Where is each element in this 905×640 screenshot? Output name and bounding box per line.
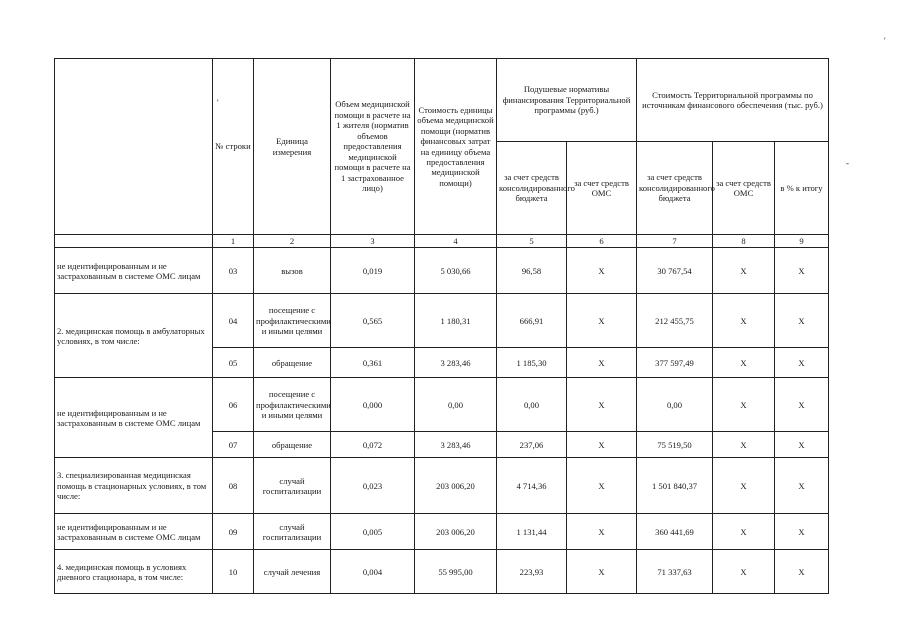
row-tp-budget: 30 767,54 <box>637 248 713 294</box>
row-unit: случай госпитализации <box>254 458 331 514</box>
column-number-blank <box>55 235 213 248</box>
header-row-number: № строки <box>213 59 254 235</box>
row-pc-budget: 1 185,30 <box>497 348 567 378</box>
row-pc-budget: 0,00 <box>497 378 567 432</box>
row-label: 4. медицинская помощь в условиях дневного стационара, в том числе: <box>55 550 213 594</box>
header-row-1 <box>55 59 829 142</box>
row-volume: 0,361 <box>331 348 415 378</box>
row-tp-pct: X <box>775 550 829 594</box>
row-tp-oms: X <box>713 514 775 550</box>
row-unit: посещение с профилактическими и иными целями <box>254 294 331 348</box>
row-pc-oms: X <box>567 550 637 594</box>
header-pc-oms: за счет средств ОМС <box>567 142 637 235</box>
scan-mark: - <box>846 158 849 168</box>
row-code: 06 <box>213 378 254 432</box>
column-number: 3 <box>331 235 415 248</box>
row-label: не идентифицированным и не застрахованным в системе ОМС лицам <box>55 248 213 294</box>
row-volume: 0,019 <box>331 248 415 294</box>
column-number: 9 <box>775 235 829 248</box>
row-code: 03 <box>213 248 254 294</box>
row-pc-oms: X <box>567 248 637 294</box>
row-pc-budget: 1 131,44 <box>497 514 567 550</box>
row-code: 08 <box>213 458 254 514</box>
row-cost: 203 006,20 <box>415 458 497 514</box>
row-tp-oms: X <box>713 248 775 294</box>
column-number: 8 <box>713 235 775 248</box>
row-cost: 203 006,20 <box>415 514 497 550</box>
row-tp-pct: X <box>775 432 829 458</box>
row-label: не идентифицированным и не застрахованным в системе ОМС лицам <box>55 514 213 550</box>
column-number-row <box>55 235 829 248</box>
financing-table <box>54 58 829 594</box>
row-code: 10 <box>213 550 254 594</box>
row-pc-oms: X <box>567 378 637 432</box>
table-row <box>55 458 829 514</box>
row-tp-pct: X <box>775 458 829 514</box>
column-number: 5 <box>497 235 567 248</box>
row-pc-budget: 237,06 <box>497 432 567 458</box>
row-code: 07 <box>213 432 254 458</box>
row-cost: 55 995,00 <box>415 550 497 594</box>
row-unit: посещение с профилактическими и иными целями <box>254 378 331 432</box>
header-tp-oms: за счет средств ОМС <box>713 142 775 235</box>
row-tp-pct: X <box>775 514 829 550</box>
row-tp-budget: 75 519,50 <box>637 432 713 458</box>
row-pc-oms: X <box>567 348 637 378</box>
row-tp-pct: X <box>775 378 829 432</box>
row-pc-budget: 96,58 <box>497 248 567 294</box>
scan-mark: ' <box>884 36 886 46</box>
row-pc-oms: X <box>567 432 637 458</box>
table-row <box>55 514 829 550</box>
column-number: 1 <box>213 235 254 248</box>
row-tp-pct: X <box>775 248 829 294</box>
row-unit: случай лечения <box>254 550 331 594</box>
row-tp-pct: X <box>775 348 829 378</box>
row-unit: вызов <box>254 248 331 294</box>
row-tp-oms: X <box>713 550 775 594</box>
header-tp-budget: за счет средств консолидированного бюджета <box>637 142 713 235</box>
row-tp-budget: 71 337,63 <box>637 550 713 594</box>
table-row <box>55 550 829 594</box>
row-label: 3. специализированная медицинская помощь в стационарных условиях, в том числе: <box>55 458 213 514</box>
row-code: 04 <box>213 294 254 348</box>
row-volume: 0,072 <box>331 432 415 458</box>
header-unit: Единица измерения <box>254 59 331 235</box>
row-tp-oms: X <box>713 432 775 458</box>
header-program-cost-group: Стоимость Территориальной программы по источникам финансового обеспечения (тыс. руб.) <box>637 59 829 142</box>
row-cost: 5 030,66 <box>415 248 497 294</box>
row-volume: 0,005 <box>331 514 415 550</box>
row-tp-budget: 360 441,69 <box>637 514 713 550</box>
row-tp-pct: X <box>775 294 829 348</box>
column-number: 7 <box>637 235 713 248</box>
header-cost: Стоимость единицы объема медицинской помощи (норматив финансовых затрат на единицу объема предоставления медицинской помощи) <box>415 59 497 235</box>
row-tp-budget: 1 501 840,37 <box>637 458 713 514</box>
row-cost: 3 283,46 <box>415 348 497 378</box>
row-pc-oms: X <box>567 458 637 514</box>
row-label: 2. медицинская помощь в амбулаторных условиях, в том числе: <box>55 294 213 378</box>
row-tp-oms: X <box>713 378 775 432</box>
header-pc-budget: за счет средств консолидированного бюджета <box>497 142 567 235</box>
row-tp-oms: X <box>713 458 775 514</box>
table-row <box>55 294 829 348</box>
header-per-capita-group: Подушевые нормативы финансирования Территориальной программы (руб.) <box>497 59 637 142</box>
row-tp-budget: 0,00 <box>637 378 713 432</box>
row-pc-budget: 4 714,36 <box>497 458 567 514</box>
column-number: 6 <box>567 235 637 248</box>
row-code: 09 <box>213 514 254 550</box>
table-row <box>55 248 829 294</box>
row-tp-oms: X <box>713 294 775 348</box>
column-number: 2 <box>254 235 331 248</box>
row-tp-oms: X <box>713 348 775 378</box>
header-blank-cell <box>55 59 213 235</box>
row-volume: 0,004 <box>331 550 415 594</box>
table-row <box>55 378 829 432</box>
row-pc-budget: 223,93 <box>497 550 567 594</box>
header-volume: Объем медицинской помощи в расчете на 1 жителя (норматив объемов предоставления медицинской помощи в расчете на 1 застрахованное лицо) <box>331 59 415 235</box>
header-tp-pct: в % к итогу <box>775 142 829 235</box>
row-tp-budget: 377 597,49 <box>637 348 713 378</box>
row-cost: 1 180,31 <box>415 294 497 348</box>
row-pc-budget: 666,91 <box>497 294 567 348</box>
column-number: 4 <box>415 235 497 248</box>
row-label: не идентифицированным и не застрахованным в системе ОМС лицам <box>55 378 213 458</box>
row-volume: 0,000 <box>331 378 415 432</box>
row-unit: случай госпитализации <box>254 514 331 550</box>
row-tp-budget: 212 455,75 <box>637 294 713 348</box>
scan-mark: ' <box>217 98 219 108</box>
row-volume: 0,565 <box>331 294 415 348</box>
row-cost: 0,00 <box>415 378 497 432</box>
row-code: 05 <box>213 348 254 378</box>
row-pc-oms: X <box>567 514 637 550</box>
row-unit: обращение <box>254 348 331 378</box>
row-cost: 3 283,46 <box>415 432 497 458</box>
row-unit: обращение <box>254 432 331 458</box>
row-pc-oms: X <box>567 294 637 348</box>
row-volume: 0,023 <box>331 458 415 514</box>
